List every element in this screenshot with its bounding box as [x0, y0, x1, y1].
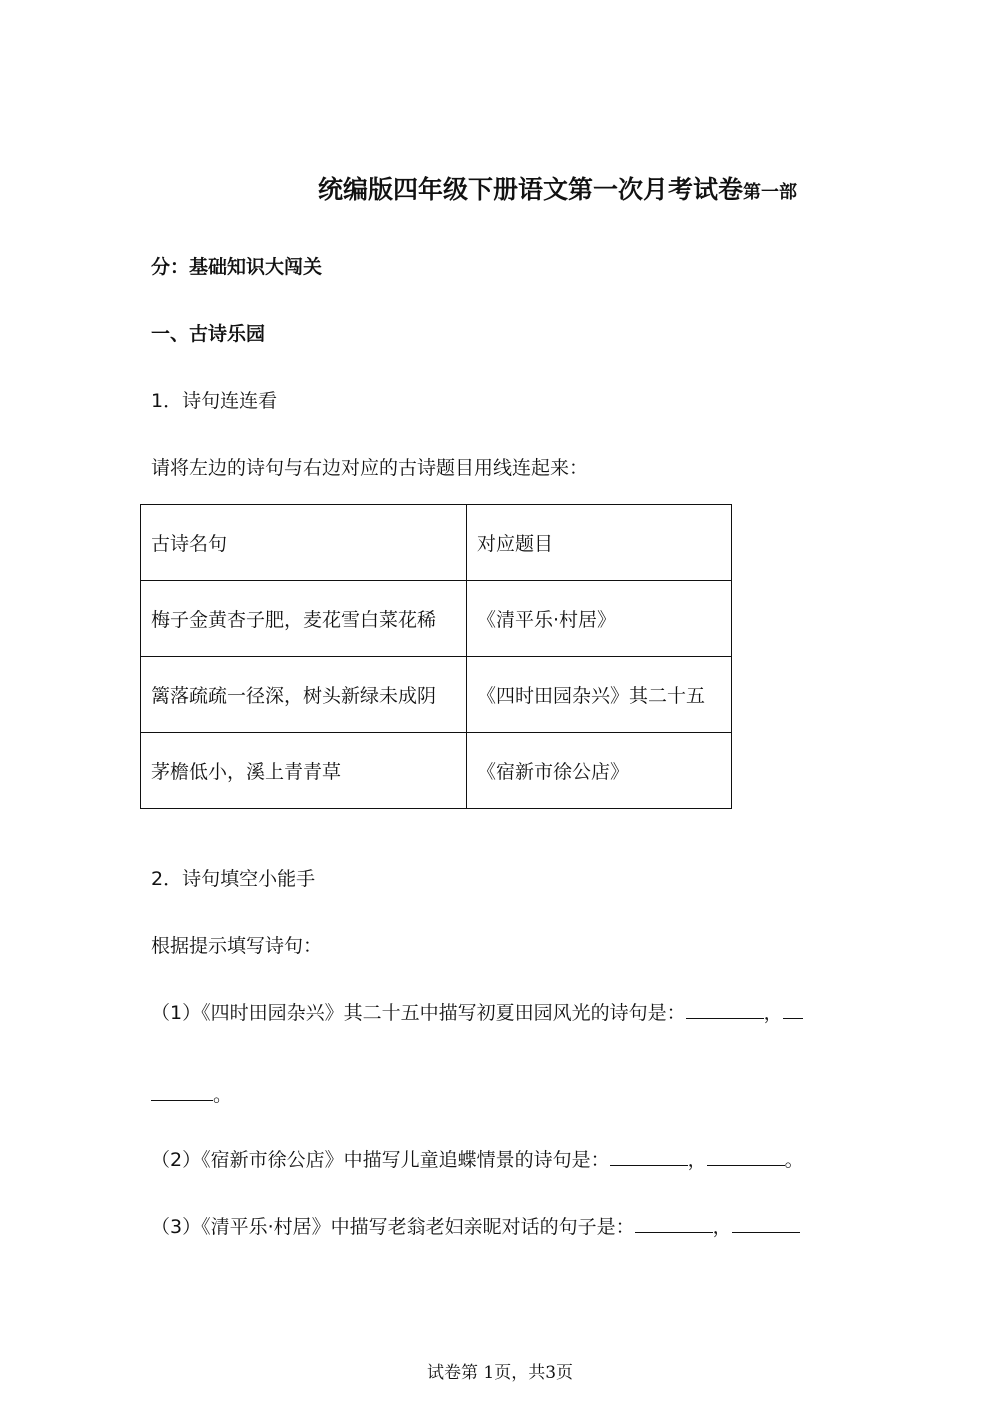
answer-blank[interactable] — [783, 1017, 803, 1019]
answer-blank[interactable] — [151, 1099, 213, 1101]
poem-title-cell: 《清平乐·村居》 — [467, 581, 732, 657]
table-header-cell: 古诗名句 — [141, 505, 467, 581]
item-prompt: 《清平乐·村居》中描写老翁老妇亲昵对话的句子是： — [201, 1216, 635, 1238]
title-tail: 第一部 — [743, 182, 798, 203]
table-header-row — [141, 505, 732, 581]
q2-instruction: 根据提示填写诗句： — [151, 935, 323, 957]
part-heading: 分：基础知识大闯关 — [151, 256, 323, 278]
item-number: （3） — [151, 1216, 202, 1238]
q1-instruction: 请将左边的诗句与右边对应的古诗题目用线连起来： — [151, 457, 589, 479]
q2-item-3 — [151, 1212, 800, 1239]
answer-blank[interactable] — [610, 1164, 688, 1166]
page-title — [318, 170, 797, 206]
poem-line-cell: 篱落疏疏一径深，树头新绿未成阴 — [141, 657, 467, 733]
answer-blank[interactable] — [686, 1017, 764, 1019]
q2-item-1-continued — [151, 1080, 232, 1107]
q1-heading: 1．诗句连连看 — [151, 390, 278, 412]
period: 。 — [213, 1084, 233, 1106]
table-row — [141, 657, 732, 733]
poem-title-cell: 《宿新市徐公店》 — [467, 733, 732, 809]
section-heading: 一、古诗乐园 — [151, 323, 266, 345]
item-number: （1） — [151, 1002, 202, 1024]
q2-item-1 — [151, 998, 803, 1025]
title-main: 统编版四年级下册语文第一次月考试卷 — [318, 175, 744, 204]
table-row — [141, 733, 732, 809]
page-footer: 试卷第 1页，共3页 — [426, 1363, 574, 1383]
item-prompt: 《宿新市徐公店》中描写儿童追蝶情景的诗句是： — [201, 1149, 610, 1171]
comma: ， — [712, 1216, 732, 1238]
poem-title-cell: 《四时田园杂兴》其二十五 — [467, 657, 732, 733]
poem-matching-table — [140, 504, 732, 809]
answer-blank[interactable] — [635, 1231, 713, 1233]
poem-line-cell: 梅子金黄杏子肥，麦花雪白菜花稀 — [141, 581, 467, 657]
q2-item-2 — [151, 1145, 804, 1172]
period: 。 — [784, 1149, 804, 1171]
item-prompt: 《四时田园杂兴》其二十五中描写初夏田园风光的诗句是： — [201, 1002, 686, 1024]
table-header-cell: 对应题目 — [467, 505, 732, 581]
table-row — [141, 581, 732, 657]
poem-line-cell: 茅檐低小，溪上青青草 — [141, 733, 467, 809]
item-number: （2） — [151, 1149, 202, 1171]
comma: ， — [687, 1149, 707, 1171]
answer-blank[interactable] — [707, 1164, 785, 1166]
q2-heading: 2．诗句填空小能手 — [151, 868, 316, 890]
comma: ， — [763, 1002, 783, 1024]
answer-blank[interactable] — [732, 1231, 800, 1233]
